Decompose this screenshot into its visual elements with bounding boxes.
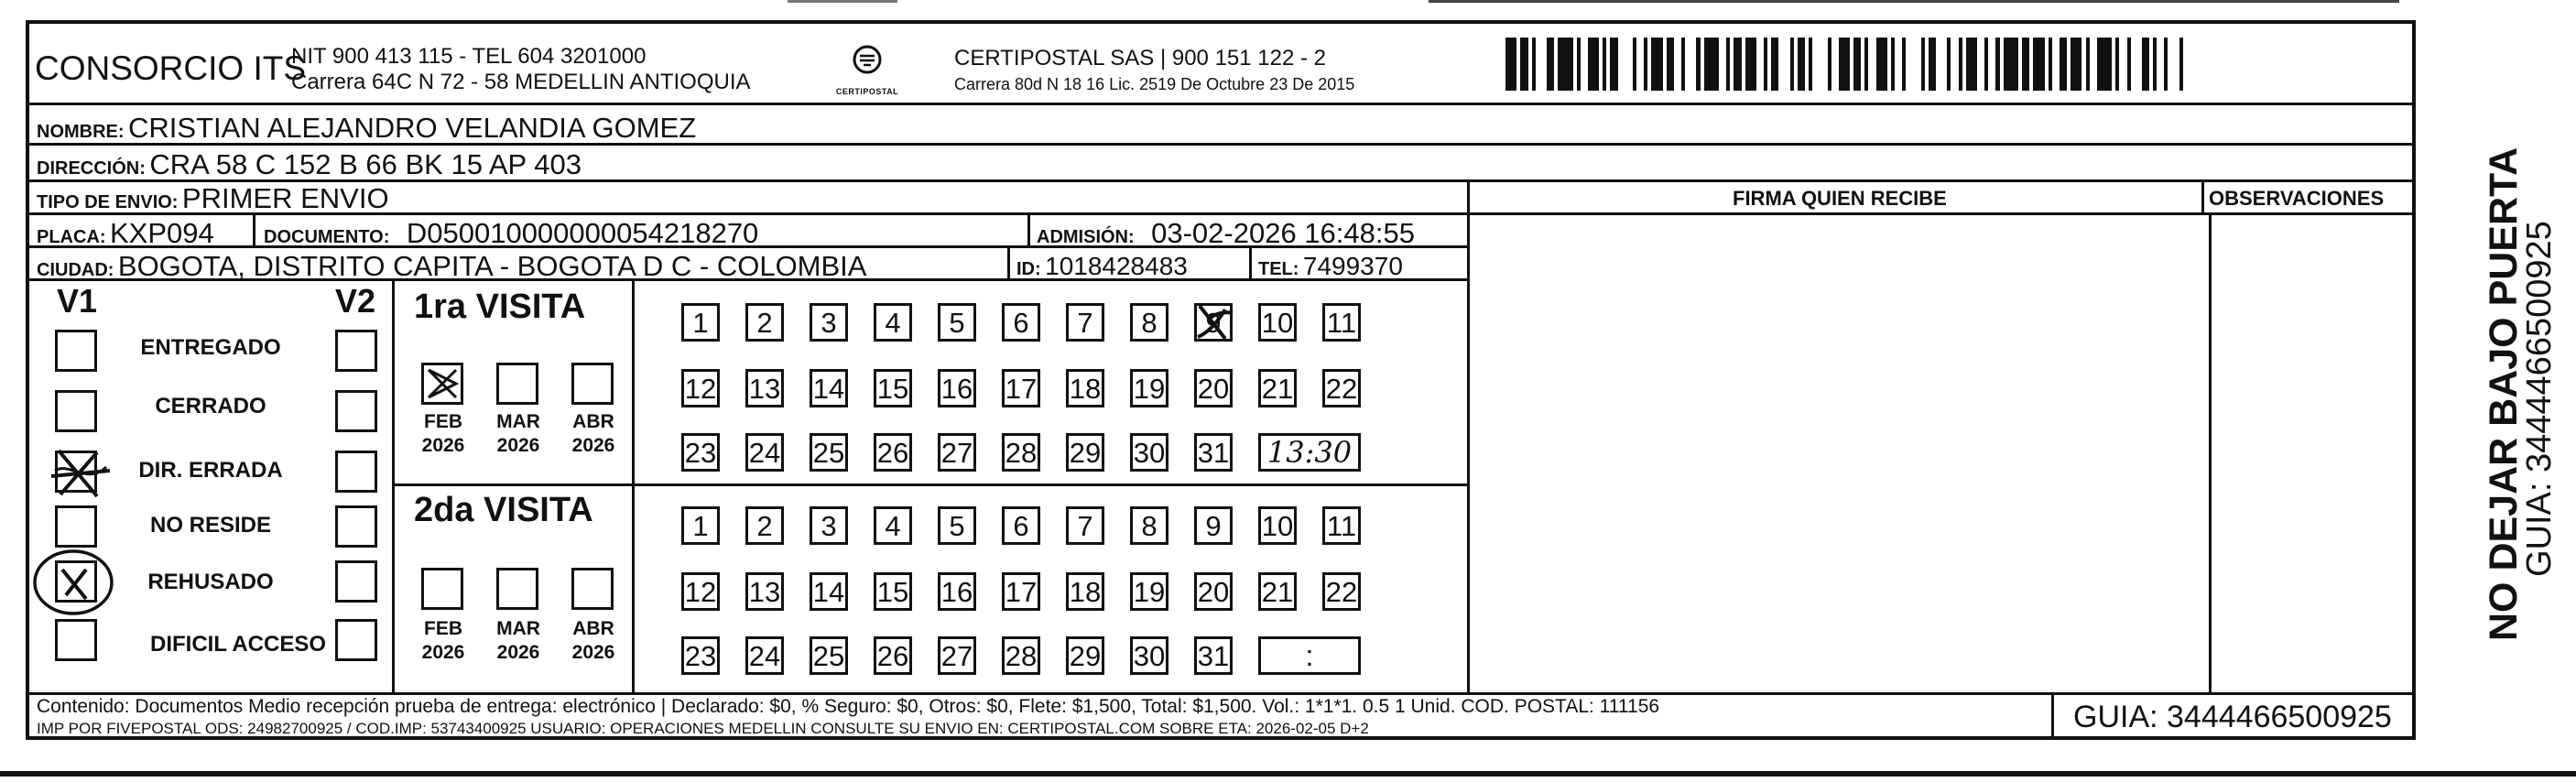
day-box[interactable]: 19 bbox=[1130, 572, 1168, 611]
barcode-bar bbox=[1966, 38, 1977, 91]
observaciones-header: OBSERVACIONES bbox=[2209, 187, 2385, 210]
barcode-bar bbox=[1603, 38, 1606, 91]
tipo-row bbox=[37, 182, 389, 215]
barcode-bar bbox=[1798, 38, 1805, 91]
day-box[interactable]: 18 bbox=[1066, 369, 1104, 407]
handwritten-check-mark bbox=[1189, 297, 1240, 348]
barcode-bar bbox=[2022, 38, 2029, 91]
barcode-bar bbox=[2071, 38, 2081, 91]
footer-content-line: Contenido: Documentos Medio recepción prueba de entrega: electrónico | Declarado: $0, % Seguro: $0, Otros: $0, Flete: $1,500, Total: $1,500. Vol.: 1*1*1. 0.5 1 Unid. COD. POSTAL: 111156 bbox=[37, 696, 1660, 717]
barcode-bar bbox=[1891, 38, 1895, 91]
day-box[interactable]: 21 bbox=[1258, 572, 1297, 611]
company-info-line2: Carrera 64C N 72 - 58 MEDELLIN ANTIOQUIA bbox=[291, 70, 751, 94]
day-box[interactable]: 4 bbox=[874, 506, 912, 545]
day-box[interactable]: 6 bbox=[1002, 506, 1040, 545]
day-box[interactable]: 8 bbox=[1130, 506, 1168, 545]
v2-checkbox-no-reside[interactable] bbox=[335, 505, 377, 548]
day-box[interactable]: 29 bbox=[1066, 636, 1104, 675]
second-visit-title: 2da VISITA bbox=[414, 491, 593, 529]
certipostal-logo: CERTIPOSTAL bbox=[835, 42, 899, 97]
barcode-bar bbox=[1959, 38, 1962, 91]
barcode-bar bbox=[1764, 38, 1767, 91]
day-box[interactable]: 27 bbox=[938, 636, 976, 675]
day-box[interactable]: 5 bbox=[938, 303, 976, 342]
direccion-label: DIRECCIÓN: bbox=[37, 158, 146, 179]
ciudad-label: CIUDAD: bbox=[37, 260, 114, 280]
day-box[interactable]: 3 bbox=[810, 303, 848, 342]
side-guia bbox=[2520, 156, 2560, 577]
barcode-bar bbox=[1610, 38, 1617, 91]
month-label bbox=[489, 410, 548, 458]
admision-value: 03-02-2026 16:48:55 bbox=[1151, 217, 1415, 249]
month-name: FEB bbox=[424, 618, 462, 639]
day-box[interactable]: 7 bbox=[1066, 506, 1104, 545]
carrier-line2: Carrera 80d N 18 16 Lic. 2519 De Octubre 23 De 2015 bbox=[954, 75, 1355, 93]
day-box[interactable]: 30 bbox=[1130, 636, 1168, 675]
barcode-bar bbox=[1734, 38, 1741, 91]
day-box[interactable]: 14 bbox=[810, 572, 848, 611]
id-value: 1018428483 bbox=[1045, 252, 1188, 280]
month-year: 2026 bbox=[571, 642, 615, 663]
company-name: CONSORCIO ITS bbox=[35, 49, 307, 87]
barcode-bar bbox=[2127, 38, 2131, 91]
day-box[interactable]: 9 bbox=[1194, 506, 1233, 545]
shipping-label bbox=[26, 20, 2416, 740]
month-checkbox-mar-v1[interactable] bbox=[496, 363, 538, 405]
barcode-bar bbox=[1520, 38, 1527, 91]
month-year: 2026 bbox=[421, 642, 465, 663]
top-edge-mark bbox=[788, 0, 897, 3]
tel-label: TEL: bbox=[1258, 259, 1299, 279]
v2-label: V2 bbox=[335, 282, 376, 320]
day-box[interactable]: 10 bbox=[1258, 303, 1297, 342]
divider bbox=[2209, 212, 2212, 692]
day-box[interactable]: 20 bbox=[1194, 369, 1233, 407]
day-box[interactable]: 11 bbox=[1322, 303, 1361, 342]
barcode-bar bbox=[1864, 38, 1868, 91]
day-box[interactable]: 10 bbox=[1258, 506, 1297, 545]
footer-print-line: IMP POR FIVEPOSTAL ODS: 24982700925 / COD.IMP: 53743400925 USUARIO: OPERACIONES MEDELLIN CONSULTE SU ENVIO EN: CERTIPOSTAL.COM SOBRE ETA: 2026-02-05 D+2 bbox=[37, 720, 1369, 737]
divider bbox=[29, 143, 2412, 146]
barcode-bar bbox=[1577, 38, 1581, 91]
printed-x-mark bbox=[425, 366, 460, 401]
day-box[interactable]: 13 bbox=[745, 572, 784, 611]
day-box[interactable]: 31 bbox=[1194, 433, 1233, 472]
barcode-bar bbox=[1505, 38, 1516, 91]
direccion-row bbox=[37, 148, 582, 181]
day-box[interactable]: 30 bbox=[1130, 433, 1168, 472]
barcode-bar bbox=[2142, 38, 2149, 91]
carrier-line1: CERTIPOSTAL SAS | 900 151 122 - 2 bbox=[954, 46, 1326, 71]
day-box[interactable]: 31 bbox=[1194, 636, 1233, 675]
day-box[interactable]: 9 bbox=[1194, 303, 1233, 342]
barcode-bar bbox=[1790, 38, 1794, 91]
divider bbox=[1467, 179, 1470, 692]
barcode-bar bbox=[1644, 38, 1647, 91]
tel-cell bbox=[1258, 252, 1403, 281]
day-box[interactable]: 16 bbox=[938, 369, 976, 407]
divider bbox=[2051, 692, 2054, 740]
barcode-bar bbox=[2153, 38, 2157, 91]
barcode-bar bbox=[1745, 38, 1756, 91]
nombre-label: NOMBRE: bbox=[37, 122, 125, 142]
month-year: 2026 bbox=[571, 435, 615, 456]
nombre-row bbox=[37, 112, 696, 145]
barcode-bar bbox=[1547, 38, 1554, 91]
barcode-bar bbox=[1853, 38, 1861, 91]
barcode-bar bbox=[2115, 38, 2119, 91]
day-box[interactable]: 13 bbox=[745, 369, 784, 407]
month-checkbox-feb-v2[interactable] bbox=[421, 568, 463, 610]
day-box[interactable]: 15 bbox=[874, 572, 912, 611]
day-box[interactable]: 22 bbox=[1322, 572, 1361, 611]
barcode-bar bbox=[2179, 38, 2183, 91]
barcode-bar bbox=[1984, 38, 1988, 91]
barcode-bar bbox=[1828, 38, 1831, 91]
day-box[interactable]: 17 bbox=[1002, 369, 1040, 407]
day-box[interactable]: 1 bbox=[681, 506, 720, 545]
placa-label: PLACA: bbox=[37, 227, 106, 247]
v2-checkbox-dificil-acceso[interactable] bbox=[335, 619, 377, 661]
side-warning-text: NO DEJAR BAJO PUERTA bbox=[2482, 147, 2526, 641]
day-box[interactable]: 18 bbox=[1066, 572, 1104, 611]
top-edge-mark bbox=[1429, 0, 1978, 3]
day-box[interactable]: 7 bbox=[1066, 303, 1104, 342]
nombre-value: CRISTIAN ALEJANDRO VELANDIA GOMEZ bbox=[128, 112, 697, 144]
day-box[interactable]: 24 bbox=[745, 636, 784, 675]
page-bottom-rule bbox=[0, 771, 2576, 777]
divider bbox=[29, 278, 1467, 281]
day-box[interactable]: 15 bbox=[874, 369, 912, 407]
barcode-bar bbox=[2164, 38, 2168, 91]
month-name: ABR bbox=[572, 618, 614, 639]
status-label: DIFICIL ACCESO bbox=[149, 632, 326, 657]
barcode-bar bbox=[1667, 38, 1674, 91]
day-box[interactable]: 5 bbox=[938, 506, 976, 545]
month-year: 2026 bbox=[421, 435, 465, 456]
barcode-bar bbox=[1947, 38, 1951, 91]
top-edge-mark bbox=[1978, 0, 2399, 3]
side-guia-text: GUIA: 3444466500925 bbox=[2520, 221, 2559, 577]
tipo-label: TIPO DE ENVIO: bbox=[37, 192, 179, 212]
day-box[interactable]: 21 bbox=[1258, 369, 1297, 407]
barcode bbox=[1505, 38, 2190, 91]
barcode-bar bbox=[1558, 38, 1572, 91]
placa-value: KXP094 bbox=[110, 217, 214, 249]
divider bbox=[1027, 212, 1030, 245]
barcode-bar bbox=[2004, 38, 2018, 91]
barcode-bar bbox=[1681, 38, 1685, 91]
barcode-bar bbox=[1633, 38, 1636, 91]
month-name: FEB bbox=[424, 411, 462, 432]
day-box[interactable]: 12 bbox=[681, 369, 720, 407]
barcode-bar bbox=[1839, 38, 1850, 91]
month-name: MAR bbox=[496, 411, 540, 432]
barcode-bar bbox=[1929, 38, 1936, 91]
barcode-bar bbox=[1902, 38, 1906, 91]
day-box[interactable]: 12 bbox=[681, 572, 720, 611]
tipo-value: PRIMER ENVIO bbox=[181, 182, 389, 214]
month-year: 2026 bbox=[496, 435, 540, 456]
day-box[interactable]: 11 bbox=[1322, 506, 1361, 545]
first-visit-title: 1ra VISITA bbox=[414, 288, 586, 326]
month-checkbox-abr-v2[interactable] bbox=[571, 568, 614, 610]
status-label: NO RESIDE bbox=[149, 513, 272, 538]
barcode-bar bbox=[1651, 38, 1662, 91]
day-box[interactable]: 26 bbox=[874, 433, 912, 472]
divider bbox=[29, 103, 2412, 105]
day-box[interactable]: 4 bbox=[874, 303, 912, 342]
barcode-bar bbox=[1771, 38, 1778, 91]
day-box[interactable]: 28 bbox=[1002, 433, 1040, 472]
day-box[interactable]: 2 bbox=[745, 506, 784, 545]
divider bbox=[29, 212, 2412, 215]
day-box[interactable]: 2 bbox=[745, 303, 784, 342]
status-label: ENTREGADO bbox=[140, 335, 281, 360]
day-box[interactable]: 22 bbox=[1322, 369, 1361, 407]
barcode-bar bbox=[1696, 38, 1700, 91]
documento-label: DOCUMENTO: bbox=[264, 227, 390, 247]
month-label bbox=[414, 410, 473, 458]
barcode-bar bbox=[2060, 38, 2067, 91]
barcode-bar bbox=[1809, 38, 1812, 91]
month-name: ABR bbox=[572, 411, 614, 432]
barcode-bar bbox=[2033, 38, 2044, 91]
day-box[interactable]: 19 bbox=[1130, 369, 1168, 407]
divider bbox=[2201, 179, 2204, 212]
id-label: ID: bbox=[1016, 259, 1041, 279]
time-box[interactable]: : bbox=[1258, 636, 1361, 675]
day-box[interactable]: 3 bbox=[810, 506, 848, 545]
month-checkbox-abr-v1[interactable] bbox=[571, 363, 614, 405]
tel-value: 7499370 bbox=[1302, 252, 1403, 280]
divider bbox=[1007, 245, 1010, 278]
barcode-bar bbox=[1532, 38, 1536, 91]
day-box[interactable]: 29 bbox=[1066, 433, 1104, 472]
day-box[interactable]: 6 bbox=[1002, 303, 1040, 342]
day-box[interactable]: 14 bbox=[810, 369, 848, 407]
day-box[interactable]: 16 bbox=[938, 572, 976, 611]
v2-checkbox-cerrado[interactable] bbox=[335, 390, 377, 432]
month-label bbox=[564, 617, 623, 665]
day-box[interactable]: 1 bbox=[681, 303, 720, 342]
barcode-bar bbox=[2086, 38, 2090, 91]
v1-label: V1 bbox=[57, 282, 98, 320]
day-box[interactable]: 8 bbox=[1130, 303, 1168, 342]
barcode-bar bbox=[1726, 38, 1730, 91]
documento-value: D050010000000054218270 bbox=[406, 217, 759, 249]
direccion-value: CRA 58 C 152 B 66 BK 15 AP 403 bbox=[149, 148, 582, 180]
divider bbox=[29, 692, 2412, 695]
ciudad-value: BOGOTA, DISTRITO CAPITA - BOGOTA D C - COLOMBIA bbox=[117, 250, 867, 282]
day-box[interactable]: 17 bbox=[1002, 572, 1040, 611]
month-year: 2026 bbox=[496, 642, 540, 663]
id-cell bbox=[1016, 252, 1188, 281]
divider bbox=[253, 212, 255, 245]
day-box[interactable]: 25 bbox=[810, 433, 848, 472]
barcode-bar bbox=[1704, 38, 1719, 91]
company-info-line1: NIT 900 413 115 - TEL 604 3201000 bbox=[291, 44, 647, 69]
status-label: REHUSADO bbox=[147, 570, 274, 594]
day-box[interactable]: 23 bbox=[681, 636, 720, 675]
barcode-bar bbox=[1876, 38, 1887, 91]
month-name: MAR bbox=[496, 618, 540, 639]
barcode-bar bbox=[2097, 38, 2112, 91]
month-label bbox=[564, 410, 623, 458]
status-label: DIR. ERRADA bbox=[138, 458, 283, 483]
barcode-bar bbox=[1588, 38, 1599, 91]
barcode-bar bbox=[1995, 38, 1999, 91]
month-label bbox=[489, 617, 548, 665]
day-box[interactable]: 25 bbox=[810, 636, 848, 675]
day-box[interactable]: 27 bbox=[938, 433, 976, 472]
month-checkbox-mar-v2[interactable] bbox=[496, 568, 538, 610]
time-box[interactable]: 13:30 bbox=[1258, 433, 1361, 472]
day-box[interactable]: 28 bbox=[1002, 636, 1040, 675]
divider bbox=[1249, 245, 1252, 278]
day-box[interactable]: 24 bbox=[745, 433, 784, 472]
v2-checkbox-entregado[interactable] bbox=[335, 330, 377, 372]
barcode-bar bbox=[2049, 38, 2052, 91]
v2-checkbox-dir-errada[interactable] bbox=[335, 451, 377, 493]
footer-guia: GUIA: 3444466500925 bbox=[2073, 700, 2392, 734]
v2-checkbox-rehusado[interactable] bbox=[335, 560, 377, 603]
day-box[interactable]: 26 bbox=[874, 636, 912, 675]
month-label bbox=[414, 617, 473, 665]
status-label: CERRADO bbox=[155, 394, 266, 418]
divider bbox=[392, 483, 1467, 486]
day-box[interactable]: 23 bbox=[681, 433, 720, 472]
barcode-bar bbox=[1921, 38, 1925, 91]
day-box[interactable]: 20 bbox=[1194, 572, 1233, 611]
admision-label: ADMISIÓN: bbox=[1037, 227, 1135, 247]
firma-header: FIRMA QUIEN RECIBE bbox=[1733, 187, 1947, 210]
